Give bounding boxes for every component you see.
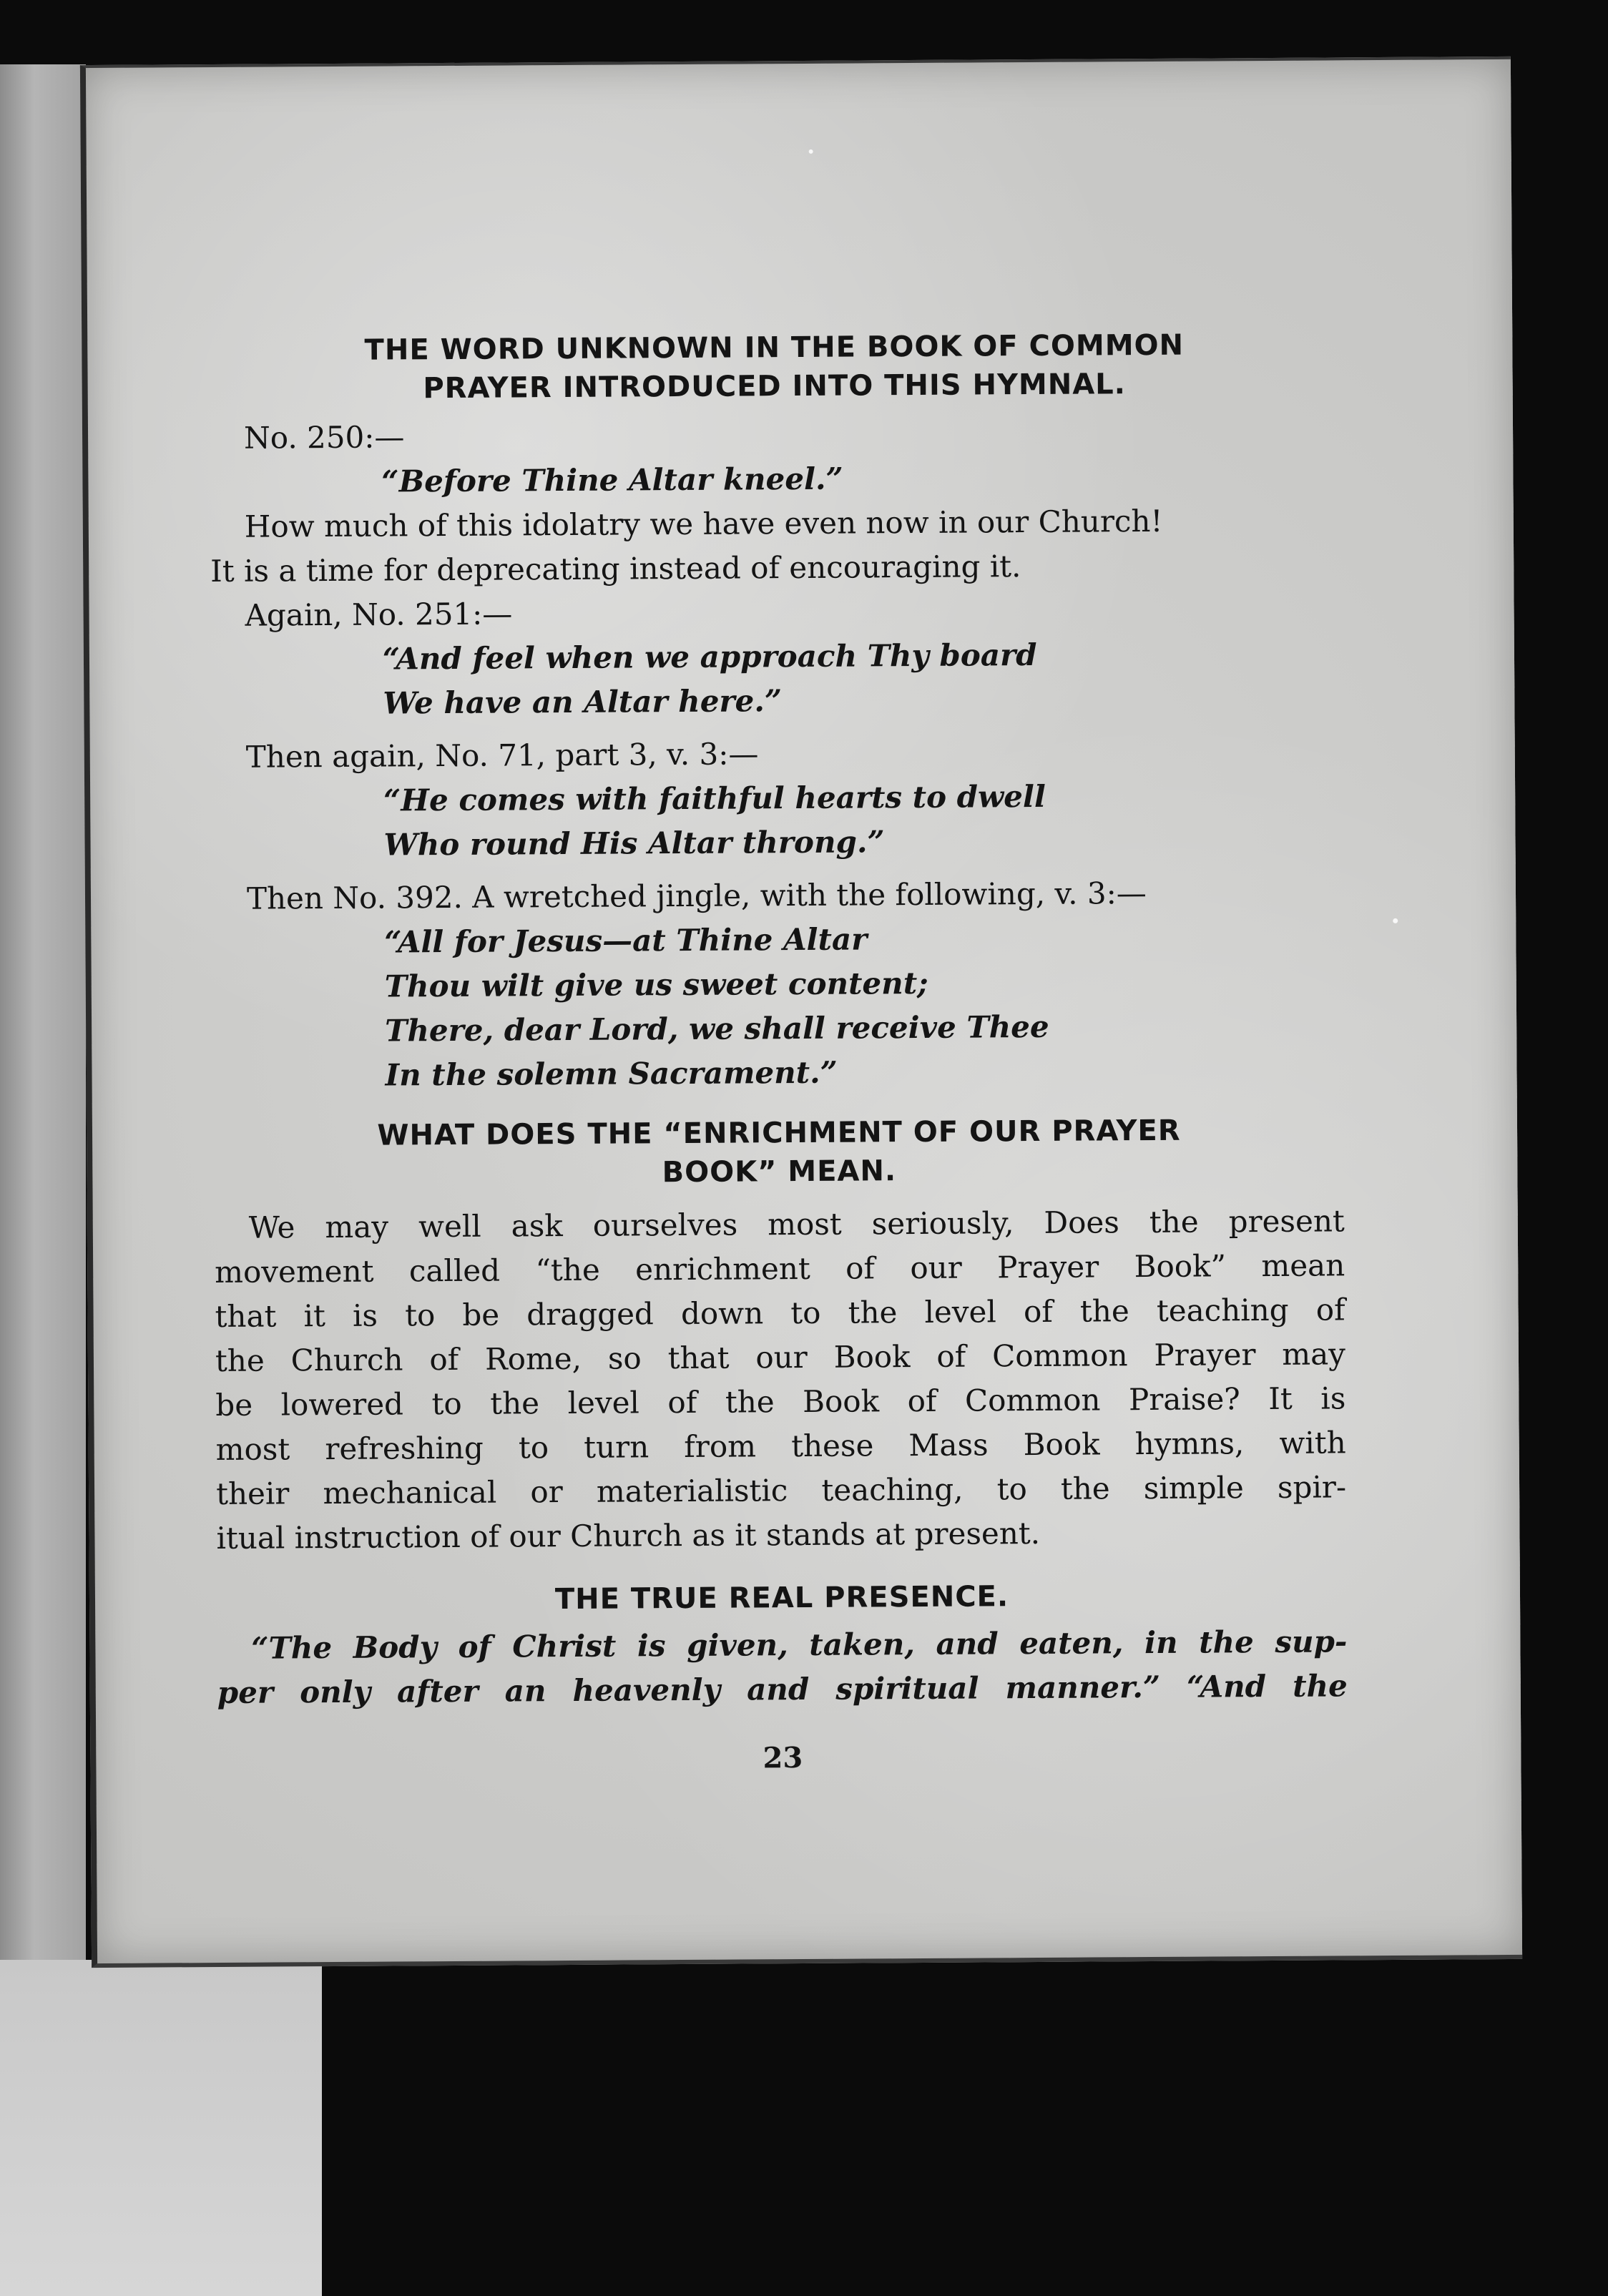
section-heading-1: [209, 325, 1340, 409]
hymn-quote-line: “He comes with faithful hearts to dwell: [383, 778, 1046, 818]
dust-speck: [809, 149, 813, 154]
hymn-quote-line: “And feel when we approach Thy board: [382, 637, 1037, 677]
hymn-reference: No. 250:—: [243, 419, 405, 456]
commentary-line: How much of this idolatry we have even now in our Church!: [244, 503, 1163, 544]
hymn-quote-line: “All for Jesus—at Thine Altar: [384, 921, 868, 960]
hymn-quote-line: “Before Thine Altar kneel.”: [381, 461, 843, 499]
hymn-quote-line: We have an Altar here.”: [383, 683, 783, 721]
heading-line: WHAT DOES THE “ENRICHMENT OF OUR PRAYER: [377, 1114, 1181, 1152]
heading-line: THE WORD UNKNOWN IN THE BOOK OF COMMON: [364, 328, 1185, 367]
paragraph-line: itual instruction of our Church as it stands at present.: [216, 1515, 1041, 1556]
paragraph-line: movement called “the enrichment of our Prayer Book” mean: [215, 1247, 1345, 1290]
hymn-quote-line: Thou wilt give us sweet content;: [384, 965, 928, 1004]
commentary-line: It is a time for deprecating instead of encouraging it.: [210, 549, 1021, 589]
paragraph-line: that it is to be dragged down to the level of the teaching of: [215, 1292, 1345, 1335]
book-page: [80, 57, 1522, 1968]
paragraph-line: most refreshing to turn from these Mass Book hymns, with: [215, 1425, 1346, 1468]
hymn-reference: Then No. 392. A wretched jingle, with the following, v. 3:—: [246, 875, 1147, 916]
hymn-quote-line: There, dear Lord, we shall receive Thee: [384, 1009, 1049, 1049]
heading-line: PRAYER INTRODUCED INTO THIS HYMNAL.: [423, 368, 1127, 406]
section-heading-2: [214, 1110, 1345, 1194]
hymn-quote-line: Who round His Altar throng.”: [383, 824, 885, 863]
page-text: [209, 325, 1348, 1812]
paragraph-line: We may well ask ourselves most seriously, Does the present: [248, 1203, 1345, 1245]
paragraph-line: per only after an heavenly and spiritual manner.” “And the: [217, 1668, 1348, 1711]
hymn-reference: Again, No. 251:—: [245, 596, 513, 633]
paragraph-line: “The Body of Christ is given, taken, and eaten, in the sup-: [251, 1624, 1348, 1666]
section-heading-3: THE TRUE REAL PRESENCE.: [554, 1580, 1009, 1616]
paragraph-line: be lowered to the level of the Book of Common Praise? It is: [215, 1380, 1346, 1423]
hymn-reference: Then again, No. 71, part 3, v. 3:—: [245, 736, 759, 775]
hymn-quote-line: In the solemn Sacrament.”: [385, 1054, 838, 1093]
page-backing-strip: [0, 1960, 322, 2296]
heading-line: BOOK” MEAN.: [662, 1154, 897, 1189]
paragraph-line: the Church of Rome, so that our Book of Common Prayer may: [215, 1336, 1346, 1379]
dust-speck: [1393, 918, 1398, 923]
page-number: 23: [763, 1741, 803, 1775]
paragraph-line: their mechanical or materialistic teaching, to the simple spir-: [215, 1469, 1347, 1512]
